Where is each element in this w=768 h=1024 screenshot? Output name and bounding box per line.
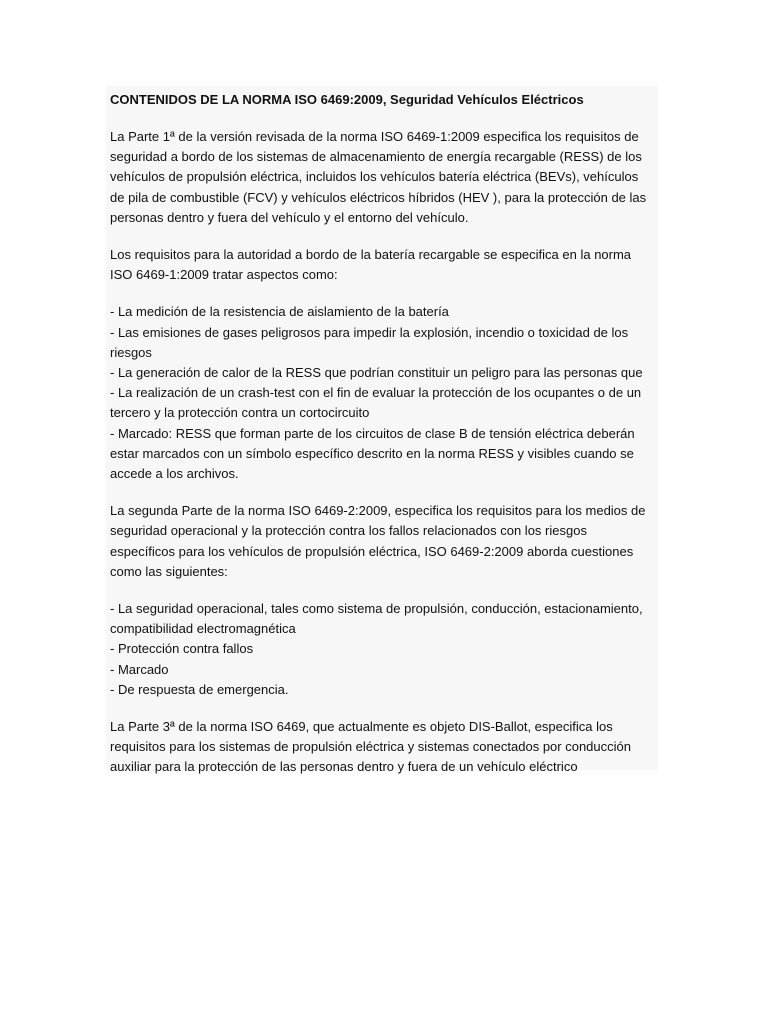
list-item: - Marcado: RESS que forman parte de los circuitos de clase B de tensión eléctrica deberán estar marcados con un símbolo específico descrito en la norma RESS y visibles cuando se accede a los archivos. xyxy=(110,425,635,482)
list-item: - Marcado xyxy=(110,661,169,677)
paragraph-part-2: La segunda Parte de la norma ISO 6469-2:2009, especifica los requisitos para los medios de seguridad operacional y la protección contra los fallos relacionados con los riesgos específicos para los vehículos de propulsión eléctrica, ISO 6469-2:2009 aborda cuestiones como las siguientes: xyxy=(110,503,646,579)
document-title: CONTENIDOS DE LA NORMA ISO 6469:2009, Seguridad Vehículos Eléctricos xyxy=(110,92,584,107)
list-item: - La generación de calor de la RESS que podrían constituir un peligro para las personas que xyxy=(110,365,643,381)
paragraph-part-3: La Parte 3ª de la norma ISO 6469, que actualmente es objeto DIS-Ballot, especifica los requisitos para los sistemas de propulsión eléctrica y sistemas conectados por conducción auxiliar para la protección de las personas dentro y fuera de un vehículo eléctrico xyxy=(110,719,631,775)
list-item: - La medición de la resistencia de aislamiento de la batería xyxy=(110,304,449,320)
list-item: - Protección contra fallos xyxy=(110,641,254,657)
paragraph-requirements-intro: Los requisitos para la autoridad a bordo de la batería recargable se especifica en la norma ISO 6469-1:2009 tratar aspectos como: xyxy=(110,247,632,283)
list-item: - La seguridad operacional, tales como sistema de propulsión, conducción, estacionamiento, compatibilidad electromagnética xyxy=(110,601,643,637)
paragraph-part-1: La Parte 1ª de la versión revisada de la norma ISO 6469-1:2009 especifica los requisitos de seguridad a bordo de los sistemas de almacenamiento de energía recargable (RESS) de los vehículos de propulsión eléctrica, incluidos los vehículos batería eléctrica (BEVs), vehículos de pila de combustible (FCV) y vehículos eléctricos híbridos (HEV ), para la protección de las personas dentro y fuera del vehículo y el entorno del vehículo. xyxy=(110,129,647,225)
list-item: - Las emisiones de gases peligrosos para impedir la explosión, incendio o toxicidad de los riesgos xyxy=(110,324,629,360)
requirements-list xyxy=(110,302,654,484)
issues-list xyxy=(110,599,654,700)
list-item: - De respuesta de emergencia. xyxy=(110,681,289,697)
document-text-block xyxy=(106,86,658,775)
list-item: - La realización de un crash-test con el fin de evaluar la protección de los ocupantes o de un tercero y la protección contra un cortocircuito xyxy=(110,385,642,421)
